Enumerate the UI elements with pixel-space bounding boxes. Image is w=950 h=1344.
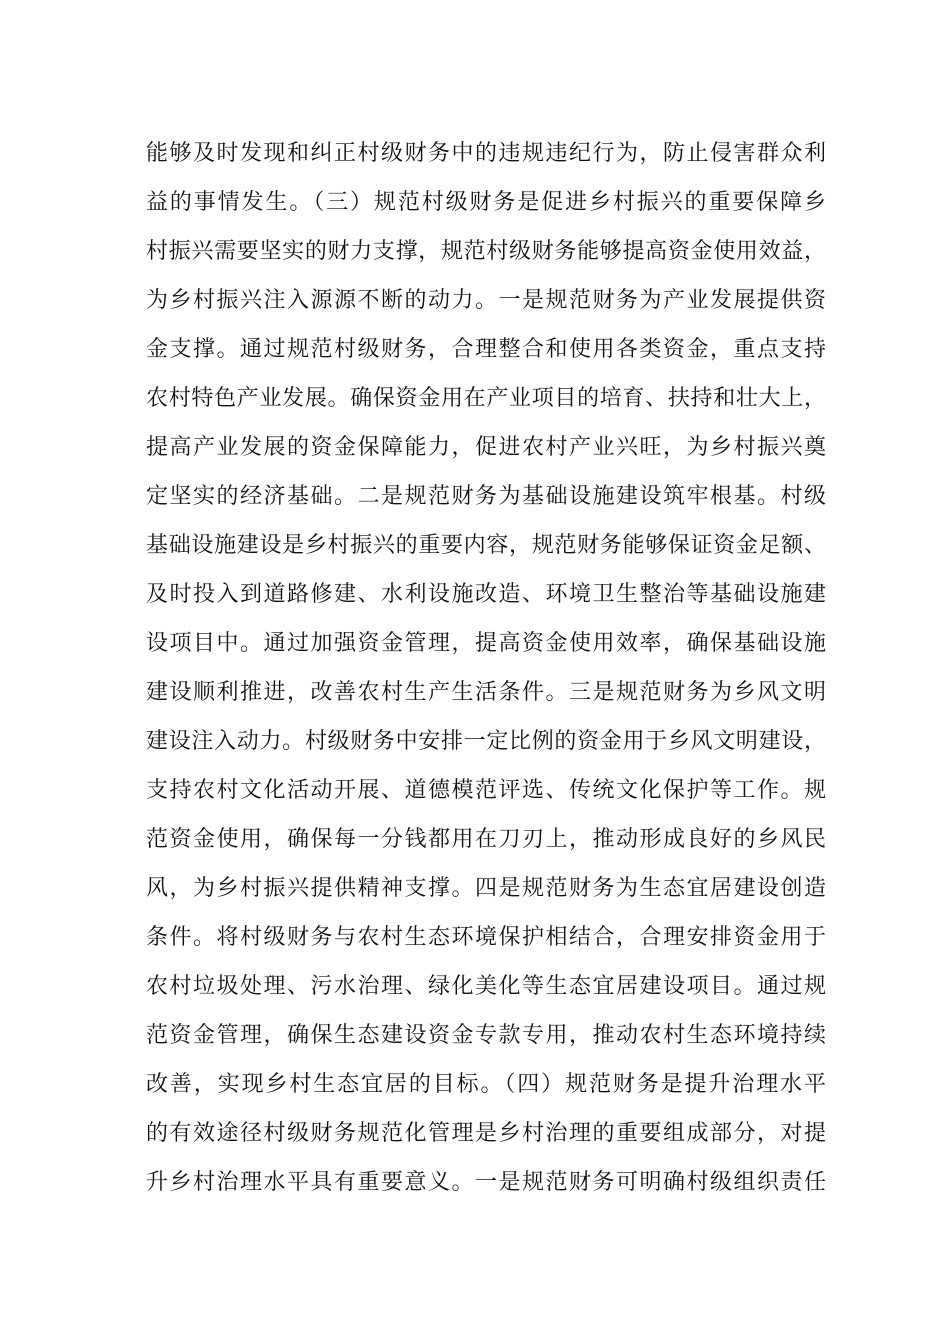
- text-line: 为乡村振兴注入源源不断的动力。一是规范财务为产业发展提供资: [146, 288, 826, 313]
- text-line: 提高产业发展的资金保障能力，促进农村产业兴旺，为乡村振兴奠: [146, 435, 826, 460]
- text-line: 建设注入动力。村级财务中安排一定比例的资金用于乡风文明建设，: [146, 729, 826, 754]
- text-line: 能够及时发现和纠正村级财务中的违规违纪行为，防止侵害群众利: [146, 141, 826, 166]
- text-line: 升乡村治理水平具有重要意义。一是规范财务可明确村级组织责任: [146, 1170, 826, 1195]
- text-line: 范资金管理，确保生态建设资金专款专用，推动农村生态环境持续: [146, 1023, 826, 1048]
- text-line: 条件。将村级财务与农村生态环境保护相结合，合理安排资金用于: [146, 925, 826, 950]
- text-line: 定坚实的经济基础。二是规范财务为基础设施建设筑牢根基。村级: [146, 484, 826, 509]
- text-line: 金支撑。通过规范村级财务，合理整合和使用各类资金，重点支持: [146, 337, 826, 362]
- text-line: 设项目中。通过加强资金管理，提高资金使用效率，确保基础设施: [146, 631, 826, 656]
- text-line: 农村垃圾处理、污水治理、绿化美化等生态宜居建设项目。通过规: [146, 974, 826, 999]
- text-line: 的有效途径村级财务规范化管理是乡村治理的重要组成部分，对提: [146, 1121, 826, 1146]
- text-line: 益的事情发生。（三）规范村级财务是促进乡村振兴的重要保障乡: [146, 190, 826, 215]
- body-text: [146, 134, 826, 1212]
- text-line: 村振兴需要坚实的财力支撑，规范村级财务能够提高资金使用效益，: [146, 239, 826, 264]
- text-line: 风，为乡村振兴提供精神支撑。四是规范财务为生态宜居建设创造: [146, 876, 826, 901]
- text-line: 基础设施建设是乡村振兴的重要内容，规范财务能够保证资金足额、: [146, 533, 826, 558]
- text-line: 农村特色产业发展。确保资金用在产业项目的培育、扶持和壮大上，: [146, 386, 826, 411]
- text-line: 改善，实现乡村生态宜居的目标。（四）规范财务是提升治理水平: [146, 1072, 826, 1097]
- text-line: 支持农村文化活动开展、道德模范评选、传统文化保护等工作。规: [146, 778, 826, 803]
- text-line: 及时投入到道路修建、水利设施改造、环境卫生整治等基础设施建: [146, 582, 826, 607]
- text-line: 范资金使用，确保每一分钱都用在刀刃上，推动形成良好的乡风民: [146, 827, 826, 852]
- text-line: 建设顺利推进，改善农村生产生活条件。三是规范财务为乡风文明: [146, 680, 826, 705]
